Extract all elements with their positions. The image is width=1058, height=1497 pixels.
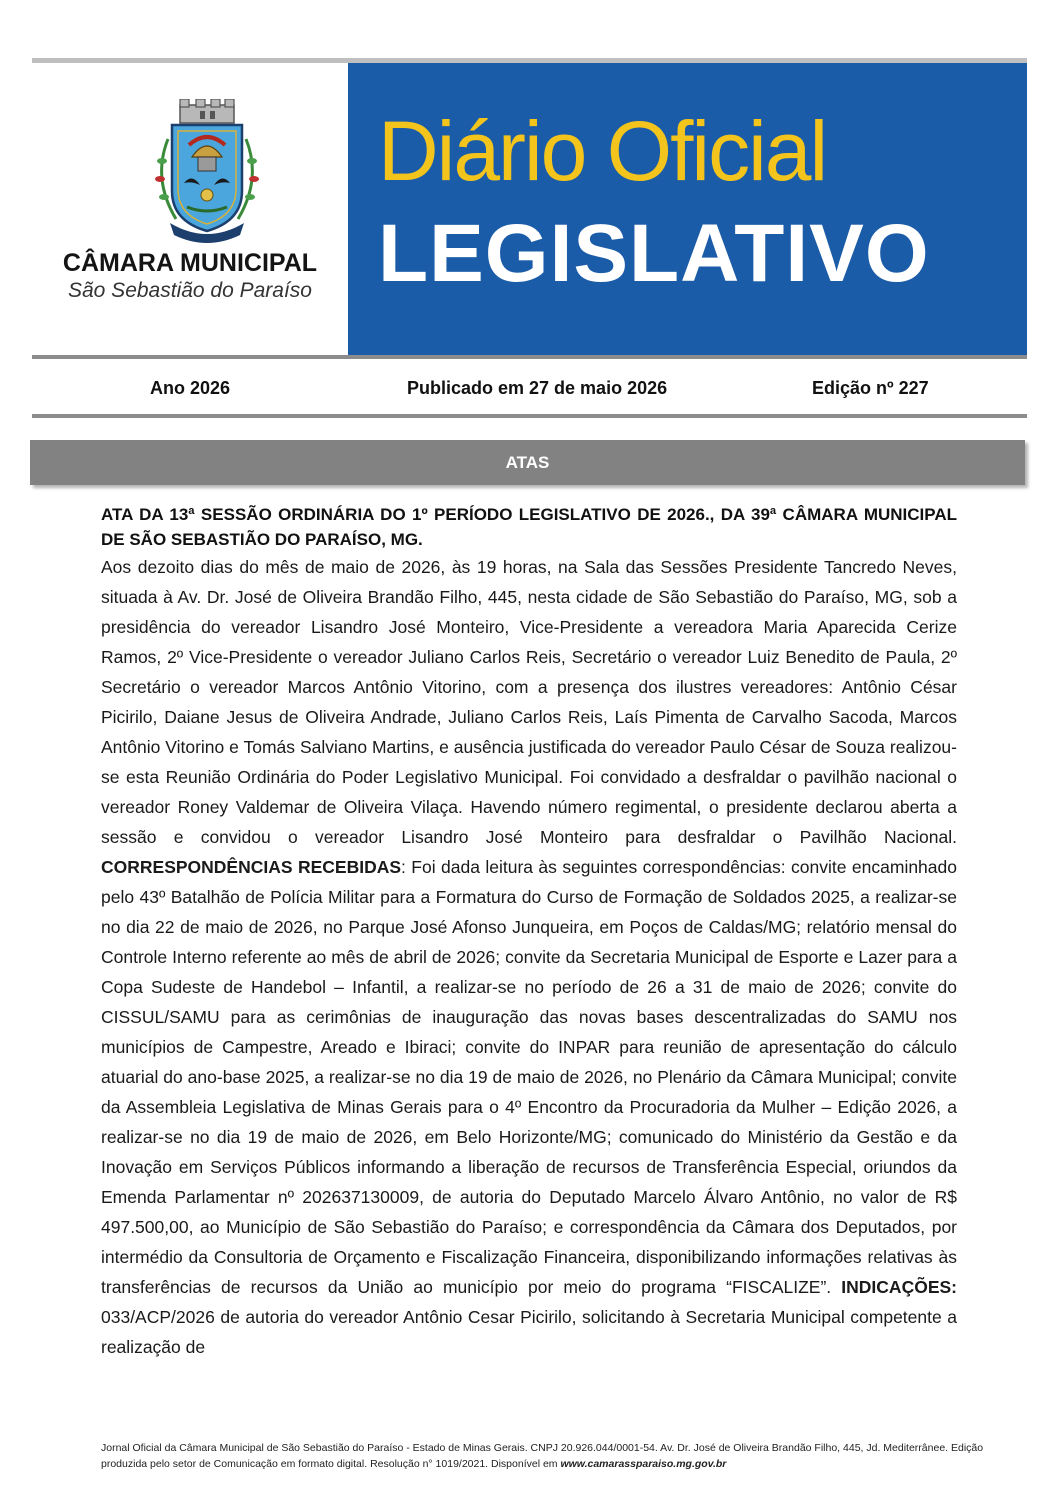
indications-text: 033/ACP/2026 de autoria do vereador Antônio Cesar Picirilo, solicitando à Secretaria Municipal competente a realização de	[101, 1307, 957, 1357]
org-city: São Sebastião do Paraíso	[67, 279, 312, 302]
article	[101, 502, 957, 1362]
edition-number: Edição nº 227	[812, 378, 929, 398]
city-coat-of-arms-icon	[142, 99, 272, 249]
article-title: ATA DA 13ª SESSÃO ORDINÁRIA DO 1º PERÍODO LEGISLATIVO DE 2026., DA 39ª CÂMARA MUNICIPAL DE SÃO SEBASTIÃO DO PARAÍSO, MG.	[101, 505, 957, 549]
publication-date: Publicado em 27 de maio 2026	[407, 378, 668, 398]
footer-text: Jornal Oficial da Câmara Municipal de São Sebastião do Paraíso - Estado de Minas Gerais. CNPJ 20.926.044/0001-54. Av. Dr. José de Oliveira Brandão Filho, 445, Jd. Mediterrânee. Edição produzida pelo setor de Comunicação em formato digital. Resolução n° 1019/2021. Disponível em	[101, 1442, 984, 1470]
footer-website-link[interactable]: www.camarassparaiso.mg.gov.br	[560, 1458, 727, 1470]
correspondence-heading: CORRESPONDÊNCIAS RECEBIDAS	[101, 857, 402, 877]
correspondence-text: : Foi dada leitura às seguintes correspondências: convite encaminhado pelo 43º Batalhão de Polícia Militar para a Formatura do Curso de Formação de Soldados 2025, a realizar-se no dia 22 de maio de 2026, no Parque José Afonso Junqueira, em Poços de Caldas/MG; relatório mensal do Controle Interno referente ao mês de abril de 2026; convite da Secretaria Municipal de Esporte e Lazer para a Copa Sudeste de Handebol – Infantil, a realizar-se no período de 26 a 31 de maio de 2026; convite do CISSUL/SAMU para as cerimônias de inauguração das novas bases descentralizadas do SAMU nos municípios de Campestre, Areado e Ibiraci; convite do INPAR para reunião de apresentação do cálculo atuarial do ano-base 2025, a realizar-se no dia 19 de maio de 2026, no Plenário da Câmara Municipal; convite da Assembleia Legislativa de Minas Gerais para o 4º Encontro da Procuradoria da Mulher – Edição 2026, a realizar-se no dia 19 de maio de 2026, em Belo Horizonte/MG; comunicado do Ministério da Gestão e da Inovação em Serviços Públicos informando a liberação de recursos de Transferência Especial, oriundos da Emenda Parlamentar nº 202637130009, de autoria do Deputado Marcelo Álvaro Antônio, no valor de R$ 497.500,00, ao Município de São Sebastião do Paraíso; e correspondência da Câmara dos Deputados, por intermédio da Consultoria de Orçamento e Fiscalização Financeira, disponibilizando informações relativas às transferências de recursos da União ao município por meio do programa “FISCALIZE”.	[101, 857, 957, 1297]
article-intro: Aos dezoito dias do mês de maio de 2026, às 19 horas, na Sala das Sessões Presidente Tancredo Neves, situada à Av. Dr. José de Oliveira Brandão Filho, 445, nesta cidade de São Sebastião do Paraíso, MG, sob a presidência do vereador Lisandro José Monteiro, Vice-Presidente a vereadora Maria Aparecida Cerize Ramos, 2º Vice-Presidente o vereador Juliano Carlos Reis, Secretário o vereador Luiz Benedito de Paula, 2º Secretário o vereador Marcos Antônio Vitorino, com a presença dos ilustres vereadores: Antônio César Picirilo, Daiane Jesus de Oliveira Andrade, Juliano Carlos Reis, Laís Pimenta de Carvalho Sacoda, Marcos Antônio Vitorino e Tomás Salviano Martins, e ausência justificada do vereador Paulo César de Souza realizou-se esta Reunião Ordinária do Poder Legislativo Municipal. Foi convidado a desfraldar o pavilhão nacional o vereador Roney Valdemar de Oliveira Vilaça. Havendo número regimental, o presidente declarou aberta a sessão e convidou o vereador Lisandro José Monteiro para desfraldar o Pavilhão Nacional.	[101, 557, 957, 847]
info-divider	[32, 414, 1027, 418]
publication-title: Diário Oficial	[378, 104, 827, 198]
section-label: ATAS	[505, 453, 550, 472]
publication-subtitle: LEGISLATIVO	[378, 208, 930, 299]
indications-heading: INDICAÇÕES:	[841, 1277, 957, 1297]
title-banner	[348, 63, 1027, 355]
masthead-logo-block	[32, 63, 348, 355]
page-footer	[101, 1440, 1013, 1472]
article-body	[101, 552, 957, 1362]
header-divider	[32, 355, 1027, 359]
org-name: CÂMARA MUNICIPAL	[62, 249, 318, 277]
issue-year: Ano 2026	[150, 378, 231, 398]
section-header	[30, 440, 1025, 485]
